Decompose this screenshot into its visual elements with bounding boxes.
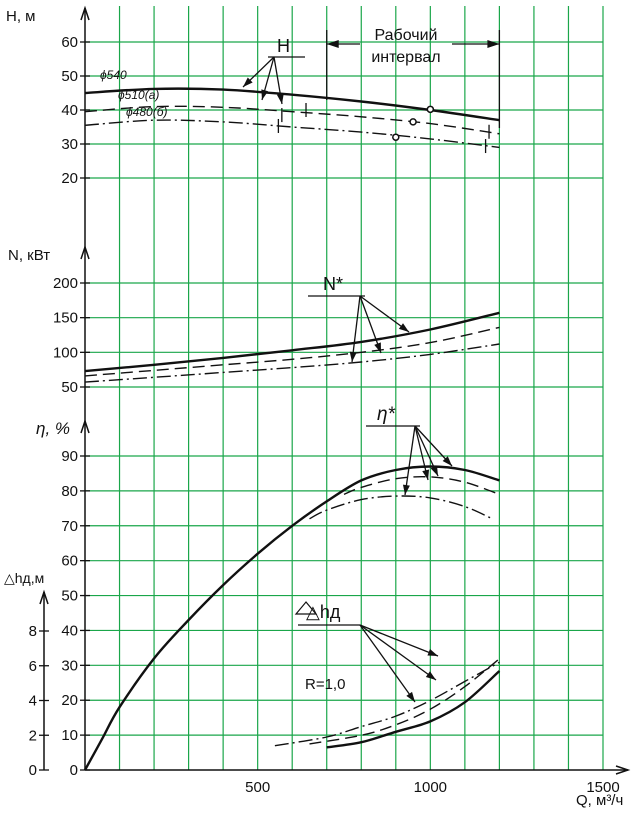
npsh-tick-label: 6 (28, 657, 37, 675)
head-annotation-arrowhead (277, 94, 284, 104)
head-tick-label: 30 (61, 136, 78, 153)
npsh-curve-0 (327, 671, 500, 747)
efficiency-tick-label: 80 (61, 482, 78, 500)
efficiency-annotation-leader (405, 426, 415, 495)
npsh-annotation: △hд (306, 602, 341, 622)
efficiency-tick-label: 0 (69, 762, 78, 779)
efficiency-tick-label: 10 (61, 727, 78, 745)
power-annotation-arrowhead (350, 352, 357, 362)
power-annotation: N* (323, 274, 344, 294)
head-marker (410, 119, 416, 125)
efficiency-tick-label: 50 (61, 587, 78, 605)
legend-label-540: ϕ540 (100, 68, 127, 82)
head-marker (427, 106, 433, 112)
head-annotation: H (277, 36, 290, 56)
head-tick-label: 20 (61, 170, 78, 187)
power-annotation-arrowhead (399, 323, 409, 332)
efficiency-annotation: η* (377, 404, 395, 425)
npsh-tick-label: 0 (28, 762, 37, 779)
efficiency-tick-label: 20 (61, 692, 78, 710)
efficiency-curve-1 (344, 477, 499, 495)
efficiency-ylabel: η, % (36, 419, 70, 438)
efficiency-tick-label: 30 (61, 657, 78, 675)
npsh-note: R=1,0 (305, 676, 346, 693)
head-tick-label: 60 (61, 34, 78, 51)
npsh-ylabel: △hд,м (4, 570, 45, 586)
x-axis-label: Q, м³/ч (576, 792, 624, 809)
power-annotation-arrowhead (374, 342, 381, 353)
head-ylabel: H, м (6, 8, 36, 25)
power-tick-label: 100 (52, 344, 78, 362)
working-interval-label-1: Рабочий (374, 27, 438, 44)
npsh-tick-label: 4 (28, 692, 37, 710)
working-interval-arrowhead-right (487, 40, 499, 48)
x-tick-label: 1000 (413, 779, 448, 796)
npsh-annotation-arrowhead (427, 649, 438, 656)
npsh-curve-1 (310, 659, 500, 744)
npsh-annotation-leader (360, 625, 436, 680)
efficiency-tick-label: 90 (61, 448, 78, 465)
npsh-tick-label: 8 (28, 623, 37, 640)
head-tick-label: 50 (61, 68, 78, 85)
legend-label-510: ϕ510(а) (118, 88, 160, 102)
head-annotation-arrowhead (261, 89, 268, 100)
efficiency-tick-label: 60 (61, 552, 78, 570)
working-interval-label-2: интервал (371, 49, 441, 66)
efficiency-tick-label: 40 (61, 622, 78, 640)
npsh-tick-label: 2 (28, 727, 37, 745)
legend-label-480: ϕ480(б) (126, 105, 168, 119)
efficiency-tick-label: 70 (61, 517, 78, 535)
working-interval-arrowhead-left (327, 40, 339, 48)
x-tick-label: 500 (245, 779, 271, 796)
power-tick-label: 200 (52, 275, 78, 292)
power-ylabel: N, кВт (8, 247, 51, 264)
head-tick-label: 40 (61, 102, 78, 119)
npsh-curve-2 (275, 662, 500, 745)
efficiency-annotation-arrowhead (422, 469, 429, 480)
head-marker (393, 134, 399, 140)
power-tick-label: 50 (61, 379, 78, 396)
x-tick-label: 1500 (586, 779, 620, 796)
efficiency-annotation-arrowhead (403, 485, 410, 495)
power-tick-label: 150 (52, 309, 78, 327)
